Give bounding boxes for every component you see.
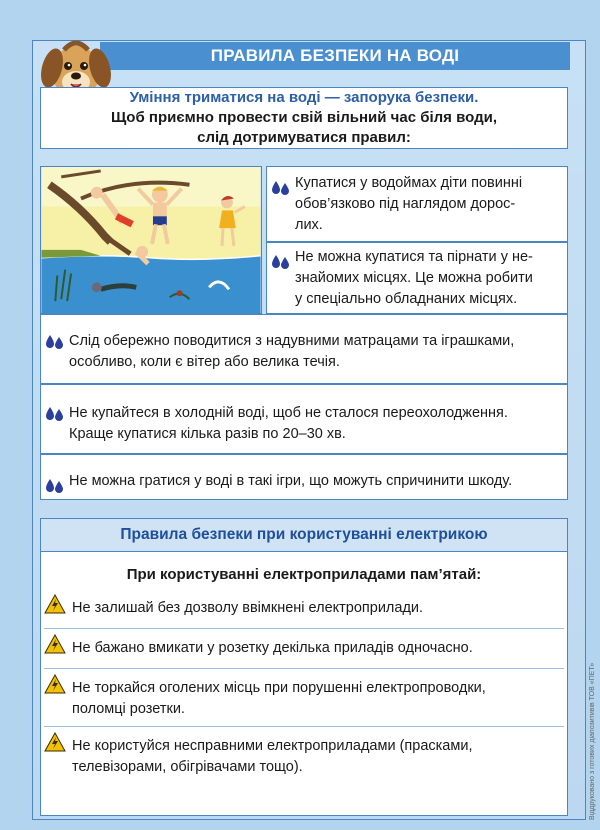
water-drops-icon — [271, 253, 291, 269]
water-rule-1-line-2: обов’язково під наглядом дорос- — [295, 196, 516, 212]
electric-subtitle: При користуванні електроприладами пам’ятай: — [126, 566, 482, 583]
electric-item-1-line-1: Не залишай без дозволу ввімкнені електроприлади. — [72, 600, 424, 616]
print-note: Віддруковано з готових діапозитивів ТОВ «ПЕТ» — [589, 662, 596, 820]
water-rule-1-line-3: лих. — [295, 217, 323, 233]
divider — [44, 726, 564, 727]
water-drops-icon — [45, 405, 65, 421]
divider — [44, 668, 564, 669]
water-rule-2-line-1: Не можна купатися та пірнати у не- — [295, 249, 533, 265]
water-rule-2-line-3: у спеціально обладнаних місцях. — [295, 291, 518, 307]
intro-line-3: слід дотримуватися правил: — [197, 129, 411, 146]
electric-item-2 — [72, 638, 562, 659]
water-rule-1 — [266, 166, 568, 242]
electric-item-3-line-2: поломці розетки. — [72, 701, 185, 717]
warning-triangle-icon — [44, 594, 66, 614]
water-rule-4-line-1: Не купайтеся в холодній воді, щоб не сталося переохолодження. — [69, 405, 508, 421]
water-rule-5 — [40, 454, 568, 500]
water-rule-3-line-2: особливо, коли є вітер або велика течія. — [69, 354, 340, 370]
electric-item-4 — [72, 736, 562, 778]
water-drops-icon — [45, 477, 65, 493]
water-rule-4-line-2: Краще купатися кілька разів по 20–30 хв. — [69, 426, 346, 442]
warning-triangle-icon — [44, 674, 66, 694]
swimming-scene-illustration — [40, 166, 262, 314]
water-rule-4 — [40, 384, 568, 454]
intro-line-1: Уміння триматися на воді — запорука безпеки. — [129, 89, 479, 106]
water-rule-2-line-2: знайомих місцях. Це можна робити — [295, 270, 533, 286]
water-rule-5-line-1: Не можна гратися у воді в такі ігри, що можуть спричинити шкоду. — [69, 473, 513, 489]
electric-item-3 — [72, 678, 562, 720]
water-drops-icon — [45, 333, 65, 349]
water-rule-2 — [266, 242, 568, 314]
electric-item-2-line-1: Не бажано вмикати у розетку декілька приладів одночасно. — [72, 640, 473, 656]
water-rule-3-line-1: Слід обережно поводитися з надувними матрацами та іграшками, — [69, 333, 515, 349]
water-drops-icon — [271, 179, 291, 195]
electric-item-1 — [72, 598, 562, 619]
water-rule-1-line-1: Купатися у водоймах діти повинні — [295, 175, 523, 191]
warning-triangle-icon — [44, 634, 66, 654]
electric-title: Правила безпеки при користуванні електрикою — [40, 518, 568, 552]
electric-item-4-line-2: телевізорами, обігрівачами тощо). — [72, 759, 303, 775]
divider — [44, 628, 564, 629]
water-rule-3 — [40, 314, 568, 384]
intro-line-2: Щоб приємно провести свій вільний час біля води, — [111, 109, 497, 126]
warning-triangle-icon — [44, 732, 66, 752]
intro-box — [40, 87, 568, 149]
page-title: ПРАВИЛА БЕЗПЕКИ НА ВОДІ — [100, 42, 570, 70]
electric-item-4-line-1: Не користуйся несправними електроприладами (прасками, — [72, 738, 473, 754]
electric-item-3-line-1: Не торкайся оголених місць при порушенні електропроводки, — [72, 680, 486, 696]
